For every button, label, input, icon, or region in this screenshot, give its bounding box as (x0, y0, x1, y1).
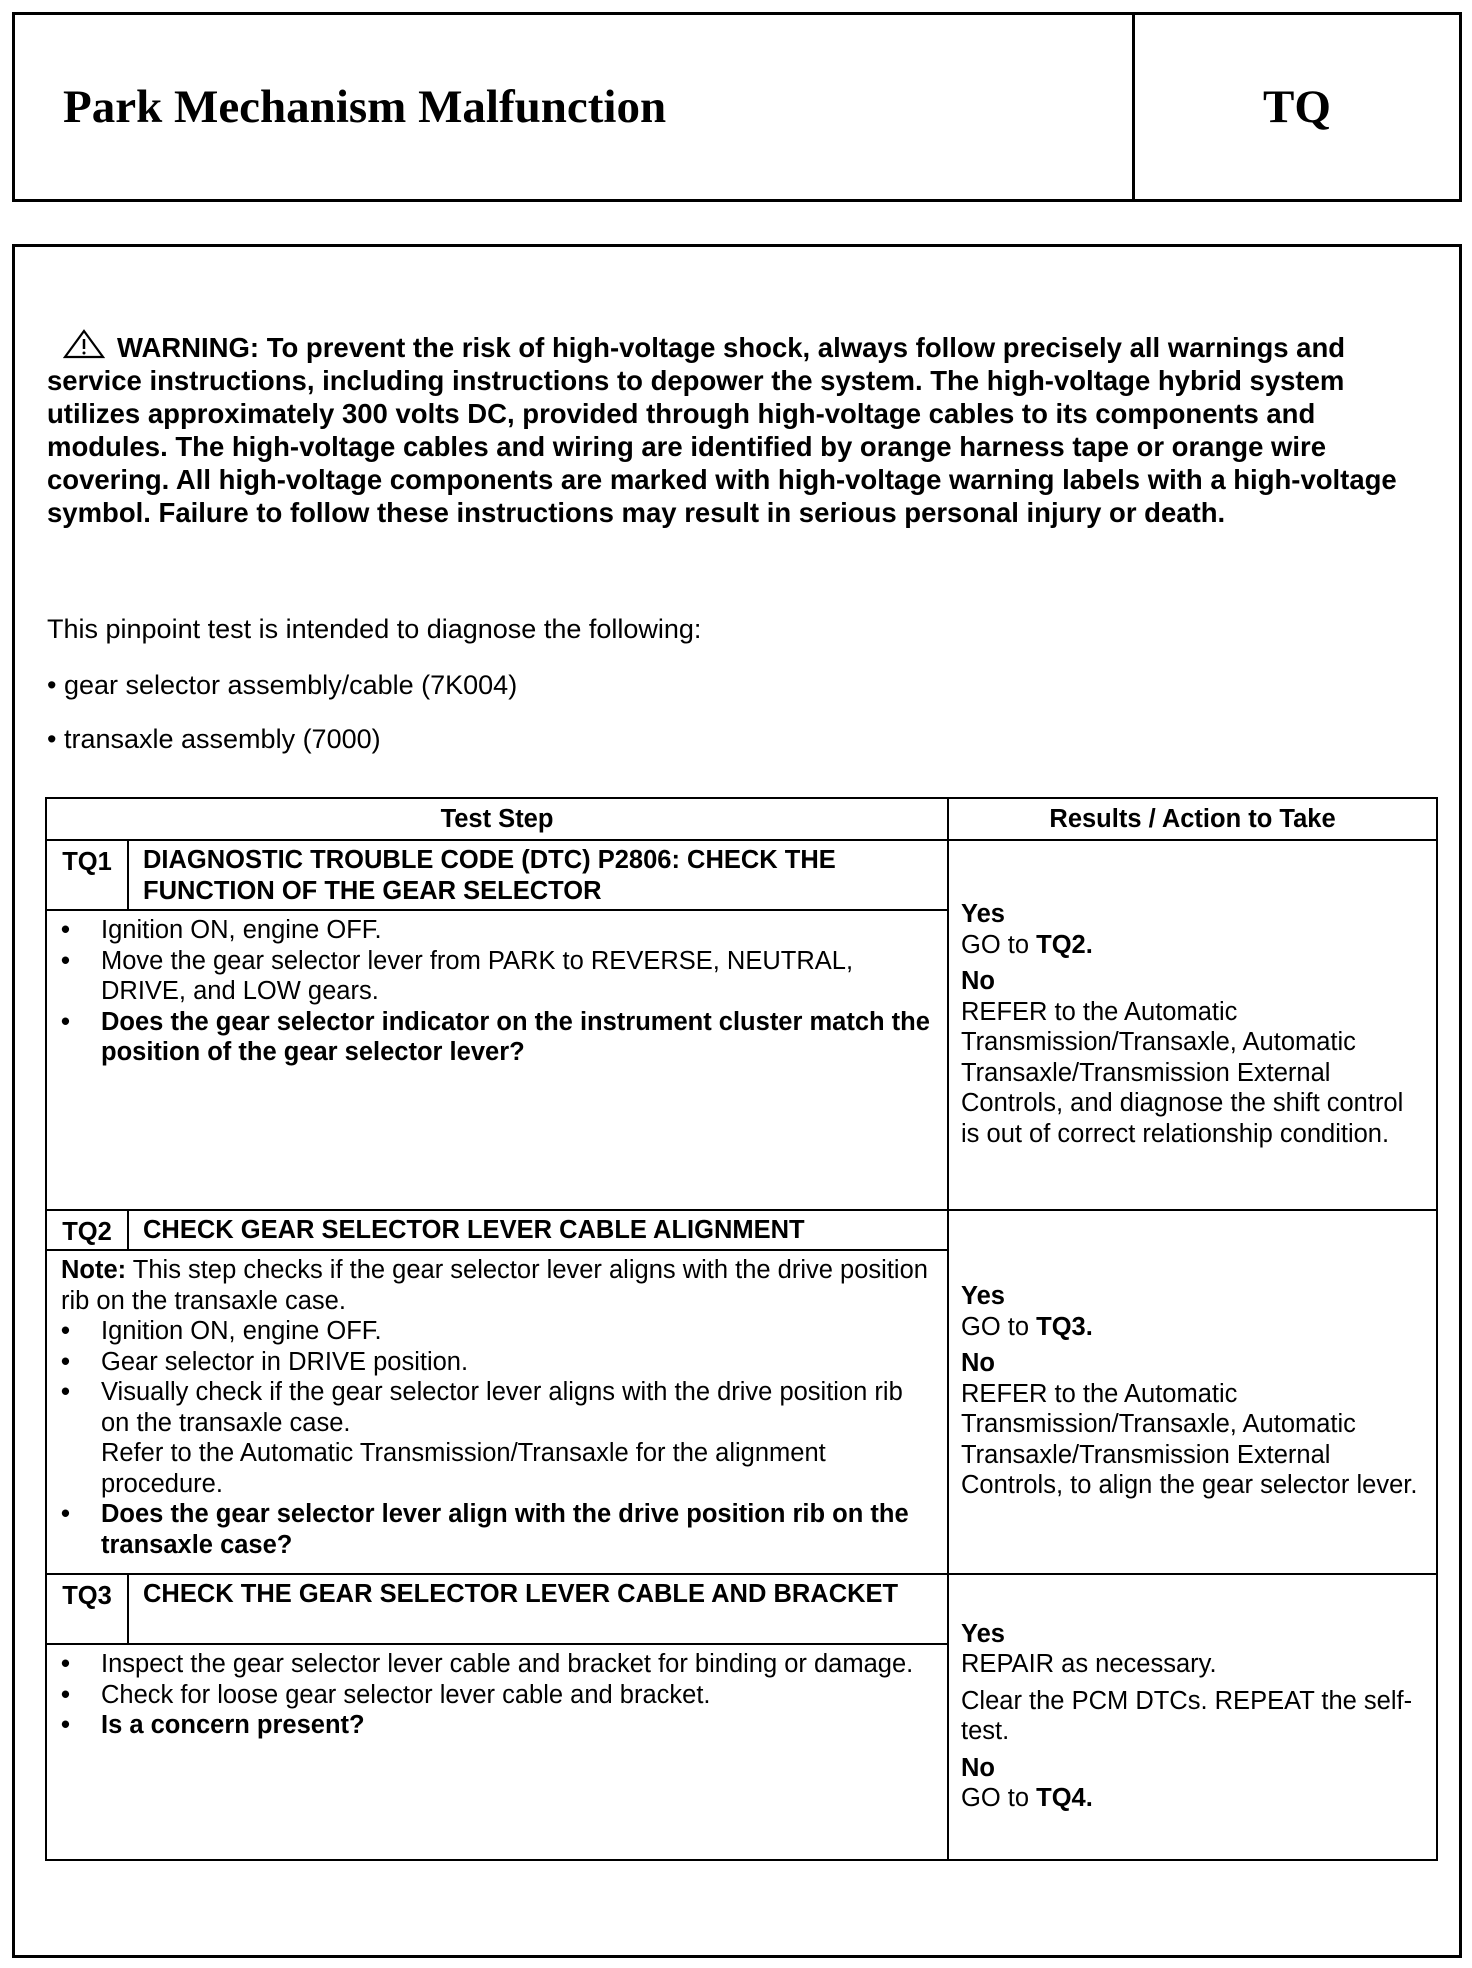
step-bullet: • Ignition ON, engine OFF. (61, 915, 933, 946)
yes-label: Yes (961, 1282, 1005, 1311)
step-body (46, 1644, 948, 1860)
content-panel (12, 244, 1462, 1958)
step-bullet: • Ignition ON, engine OFF. (61, 1316, 933, 1347)
step-bullet: • Inspect the gear selector lever cable and bracket for binding or damage. (61, 1649, 933, 1680)
step-title: CHECK GEAR SELECTOR LEVER CABLE ALIGNMENT (128, 1210, 948, 1250)
warning-text: WARNING: To prevent the risk of high-voltage shock, always follow precisely all warnings and service instructions, including instructions to depower the system. The high-voltage hybrid system utilizes approximately 300 volts DC, provided through high-voltage cables to its components and modules. The high-voltage cables and wiring are identified by orange harness tape or orange wire covering. All high-voltage components are marked with high-voltage warning labels with a high-voltage symbol. Failure to follow these instructions may result in serious personal injury or death. (47, 332, 1397, 528)
test-code: TQ (1263, 81, 1331, 133)
step-subnote: Refer to the Automatic Transmission/Transaxle for the alignment procedure. (101, 1439, 826, 1498)
step-bullet: • Gear selector in DRIVE position. (61, 1347, 933, 1378)
intro-text: This pinpoint test is intended to diagnose the following: (47, 614, 702, 644)
yes-action-2: Clear the PCM DTCs. REPEAT the self-test. (961, 1686, 1413, 1745)
warning-triangle-icon (63, 329, 105, 359)
yes-label: Yes (961, 1619, 1005, 1648)
col-header-test-step: Test Step (46, 798, 948, 840)
step-body (46, 1250, 948, 1574)
page-header (12, 12, 1462, 202)
step-code: TQ1 (46, 840, 128, 910)
step-question: • Is a concern present? (61, 1710, 933, 1741)
step-bullet: • Check for loose gear selector lever cable and bracket. (61, 1680, 933, 1711)
no-action: GO to TQ4. (961, 1784, 1093, 1812)
step-code: TQ2 (46, 1210, 128, 1250)
page-title: Park Mechanism Malfunction (15, 15, 1135, 199)
no-label: No (961, 967, 996, 995)
warning-block (47, 329, 1437, 529)
yes-action: GO to TQ3. (961, 1312, 1093, 1341)
goto-link[interactable]: TQ3. (1036, 1312, 1093, 1341)
target-item: • gear selector assembly/cable (7K004) (47, 670, 518, 700)
yes-action: REPAIR as necessary. (961, 1650, 1217, 1678)
step-title-row (46, 1210, 1437, 1250)
no-label: No (961, 1753, 996, 1782)
step-title: DIAGNOSTIC TROUBLE CODE (DTC) P2806: CHECK THE FUNCTION OF THE GEAR SELECTOR (128, 840, 948, 910)
step-body (46, 910, 948, 1210)
goto-link[interactable]: TQ4. (1036, 1784, 1093, 1812)
step-bullet: • Move the gear selector lever from PARK to REVERSE, NEUTRAL, DRIVE, and LOW gears. (61, 946, 933, 1007)
step-bullet: • Visually check if the gear selector lever aligns with the drive position rib on the transaxle case. Refer to the Automatic Transmission/Transaxle for the alignment procedure. (61, 1377, 933, 1499)
no-label: No (961, 1349, 996, 1378)
step-title-row (46, 840, 1437, 910)
no-action: REFER to the Automatic Transmission/Transaxle, Automatic Transaxle/Transmission External Controls, and diagnose the shift control is out of correct relationship condition. (961, 997, 1404, 1148)
step-note: Note: This step checks if the gear selector lever aligns with the drive position rib on the transaxle case. (61, 1256, 928, 1315)
target-item: • transaxle assembly (7000) (47, 724, 381, 754)
step-result (948, 840, 1437, 1210)
goto-link[interactable]: TQ2. (1036, 930, 1093, 959)
step-result (948, 1210, 1437, 1574)
table-header-row (46, 798, 1437, 840)
step-title-row (46, 1574, 1437, 1644)
yes-action: GO to TQ2. (961, 930, 1093, 959)
yes-label: Yes (961, 900, 1005, 928)
step-code: TQ3 (46, 1574, 128, 1644)
step-title: CHECK THE GEAR SELECTOR LEVER CABLE AND BRACKET (128, 1574, 948, 1644)
step-question: • Does the gear selector lever align with the drive position rib on the transaxle case? (61, 1499, 933, 1560)
no-action: REFER to the Automatic Transmission/Transaxle, Automatic Transaxle/Transmission External Controls, to align the gear selector lever. (961, 1379, 1418, 1500)
step-result (948, 1574, 1437, 1860)
step-question: • Does the gear selector indicator on the instrument cluster match the position of the gear selector lever? (61, 1007, 933, 1068)
col-header-results: Results / Action to Take (948, 798, 1437, 840)
pinpoint-test-table (45, 797, 1438, 1861)
